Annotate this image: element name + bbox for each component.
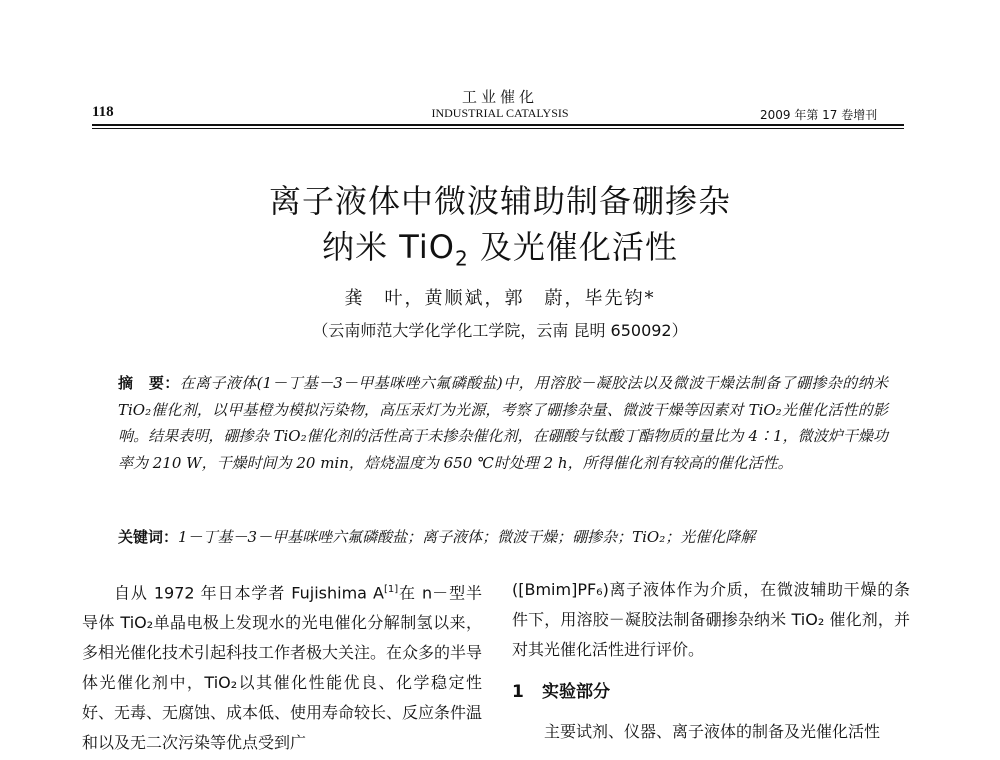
title-line2-post: 及光催化活性 — [468, 228, 678, 266]
authors: 龚 叶，黄顺斌，郭 蔚，毕先钧* — [344, 288, 656, 309]
journal-title-cn: 工业催化 — [461, 88, 538, 106]
section-title: 实验部分 — [542, 682, 610, 702]
intro-text-post: 在 n－型半导体 TiO₂单晶电极上发现水的光电催化分解制氢以来，多相光催化技术引起科技工作者极大关注。在众多的半导体光催化剂中，TiO₂以其催化性能优良、化学稳定性好、无毒、无腐蚀、成本低、使用寿命较长、反应条件温和以及无二次污染等优点受到广 — [82, 583, 483, 753]
header-rule-thin — [92, 128, 904, 129]
title-line2-sub: 2 — [454, 246, 469, 271]
title-line2-pre: 纳米 TiO — [322, 228, 455, 266]
citation-ref: [1] — [383, 584, 399, 595]
abstract-text: 在离子液体(1－丁基－3－甲基咪唑六氟磷酸盐)中，用溶胶－凝胶法以及微波干燥法制备了硼掺杂的纳米 TiO₂催化剂，以甲基橙为模拟污染物，高压汞灯为光源，考察了硼掺杂量、微波干燥等因素对 TiO₂光催化活性的影响。结果表明，硼掺杂 TiO₂催化剂的活性高于未掺杂催化剂，在硼酸与钛酸丁酯物质的量比为 4∶1，微波炉干燥功率为 210 W，干燥时间为 20 min，焙烧温度为 650 ℃时处理 2 h，所得催化剂有较高的催化活性。 — [118, 374, 888, 472]
intro-text-pre: 自从 1972 年日本学者 Fujishima A — [114, 583, 384, 603]
intro-paragraph — [82, 575, 482, 758]
paper-title-line2 — [0, 222, 1000, 270]
issue-label: 2009 年第 17 卷增刊 — [760, 108, 878, 122]
section-paragraph: 主要试剂、仪器、离子液体的制备及光催化活性 — [544, 722, 881, 741]
abstract-label: 摘 要： — [118, 374, 180, 392]
body-left-column — [82, 575, 482, 758]
section-number: 1 — [512, 682, 524, 702]
abstract — [118, 370, 888, 476]
page-number: 118 — [92, 104, 114, 120]
right-paragraph: ([Bmim]PF₆)离子液体作为介质，在微波辅助干燥的条件下，用溶胶－凝胶法制备硼掺杂纳米 TiO₂ 催化剂，并对其光催化活性进行评价。 — [512, 580, 910, 659]
affiliation: （云南师范大学化学化工学院，云南 昆明 650092） — [312, 321, 688, 340]
header-rule — [92, 124, 904, 126]
body-right-column — [512, 575, 910, 747]
keywords — [118, 524, 898, 550]
section-heading — [512, 677, 910, 707]
keywords-text: 1－丁基－3－甲基咪唑六氟磷酸盐；离子液体；微波干燥；硼掺杂；TiO₂；光催化降解 — [178, 528, 756, 546]
paper-title-line1: 离子液体中微波辅助制备硼掺杂 — [268, 182, 731, 220]
keywords-label: 关键词： — [118, 528, 179, 546]
journal-title-en: INDUSTRIAL CATALYSIS — [431, 106, 569, 120]
